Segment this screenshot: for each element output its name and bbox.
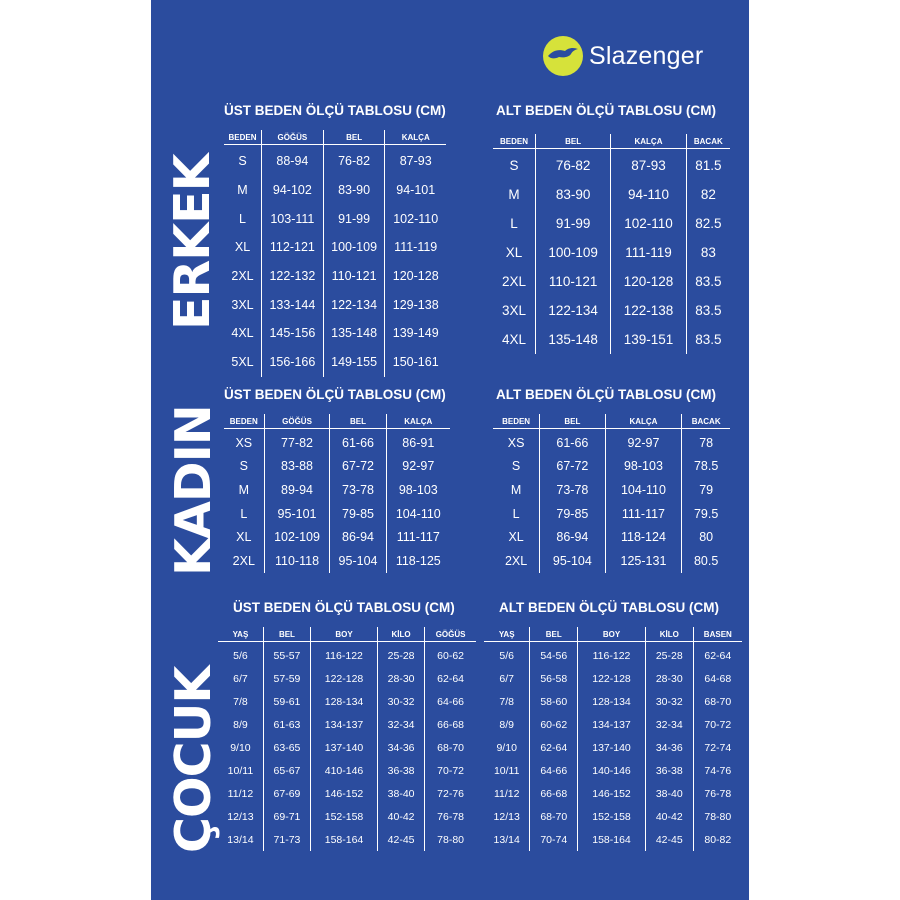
table-cell: 8/9: [233, 718, 248, 731]
table-cell: 91-99: [536, 209, 611, 238]
table-cell: 61-63: [263, 713, 310, 736]
table-cell: 110-121: [536, 267, 611, 296]
table-cell: 80.5: [682, 549, 730, 573]
table-cell: 92-97: [605, 429, 682, 455]
table-cell: 135-148: [536, 325, 611, 354]
table-cell: 112-121: [262, 233, 324, 262]
table-cell: M: [237, 183, 248, 198]
table-row: [493, 267, 730, 296]
table-cell: 2XL: [501, 274, 527, 289]
table-header-row: [493, 134, 730, 149]
table-cell: 79-85: [540, 502, 605, 526]
table-cell: 34-36: [378, 736, 425, 759]
table-header-row: [224, 414, 450, 429]
table-cell: L: [512, 506, 520, 521]
erkek-upper-table: [224, 130, 446, 377]
column-header: BACAK: [682, 414, 730, 429]
kadin-lower-table: [493, 414, 730, 573]
table-row: [484, 736, 742, 759]
column-header: BEL: [540, 414, 605, 429]
table-cell: 68-70: [530, 805, 578, 828]
table-cell: 70-72: [425, 759, 476, 782]
table-cell: 83.5: [686, 296, 730, 325]
table-row: [493, 502, 730, 526]
table-cell: 88-94: [262, 145, 324, 176]
column-header: BEDEN: [493, 414, 540, 429]
table-cell: 68-70: [693, 690, 742, 713]
table-cell: 34-36: [645, 736, 693, 759]
table-cell: 70-72: [693, 713, 742, 736]
table-cell: 86-94: [330, 525, 386, 549]
table-cell: 57-59: [263, 667, 310, 690]
table-cell: 98-103: [605, 455, 682, 479]
table-cell: 79.5: [682, 502, 730, 526]
table-cell: 66-68: [425, 713, 476, 736]
table-cell: M: [508, 187, 520, 202]
table-cell: 64-66: [530, 759, 578, 782]
table-cell: 111-117: [605, 502, 682, 526]
table-cell: XL: [505, 245, 523, 260]
table-cell: 67-72: [330, 455, 386, 479]
table-cell: 62-64: [693, 642, 742, 668]
column-header: KALÇA: [611, 134, 686, 149]
table-row: [218, 736, 476, 759]
table-cell: 152-158: [578, 805, 646, 828]
cocuk-lower-title: ALT BEDEN ÖLÇÜ TABLOSU (CM): [499, 600, 719, 615]
table-cell: 122-128: [311, 667, 378, 690]
table-cell: 80: [682, 525, 730, 549]
table-cell: 76-82: [323, 145, 385, 176]
table-cell: 135-148: [323, 319, 385, 348]
table-cell: 122-132: [262, 262, 324, 291]
table-cell: 149-155: [323, 348, 385, 377]
table-row: [224, 233, 446, 262]
table-cell: 74-76: [693, 759, 742, 782]
table-cell: 67-72: [540, 455, 605, 479]
table-row: [224, 455, 450, 479]
table-row: [218, 713, 476, 736]
column-header: KALÇA: [605, 414, 682, 429]
table-cell: 116-122: [578, 642, 646, 668]
column-header: KALÇA: [386, 414, 450, 429]
panther-ball-icon: [543, 36, 583, 76]
table-cell: 72-76: [425, 782, 476, 805]
table-row: [484, 690, 742, 713]
table-cell: 42-45: [378, 828, 425, 851]
table-cell: 58-60: [530, 690, 578, 713]
table-cell: 137-140: [578, 736, 646, 759]
table-row: [224, 549, 450, 573]
table-cell: XL: [236, 530, 252, 545]
table-cell: 125-131: [605, 549, 682, 573]
table-cell: 94-102: [262, 176, 324, 205]
table-cell: 79-85: [330, 502, 386, 526]
table-row: [484, 782, 742, 805]
table-cell: 2XL: [232, 553, 255, 568]
column-header: BEDEN: [224, 414, 264, 429]
cocuk-upper-table: [218, 627, 476, 851]
table-cell: 80-82: [693, 828, 742, 851]
table-cell: 83-88: [264, 455, 330, 479]
table-cell: 10/11: [493, 764, 520, 777]
table-cell: 91-99: [323, 204, 385, 233]
table-cell: 60-62: [425, 642, 476, 668]
table-cell: 25-28: [645, 642, 693, 668]
table-cell: 102-110: [611, 209, 686, 238]
table-cell: 122-134: [323, 290, 385, 319]
table-cell: 118-124: [605, 525, 682, 549]
table-cell: 13/14: [493, 833, 520, 846]
table-cell: 87-93: [385, 145, 446, 176]
table-header-row: [218, 627, 476, 642]
table-cell: 12/13: [493, 810, 520, 823]
table-row: [224, 478, 450, 502]
table-cell: 81.5: [686, 149, 730, 181]
table-cell: 92-97: [386, 455, 450, 479]
table-cell: 76-82: [536, 149, 611, 181]
cocuk-lower-table: [484, 627, 742, 851]
table-row: [484, 667, 742, 690]
table-row: [493, 296, 730, 325]
column-header: BACAK: [686, 134, 730, 149]
table-cell: 86-91: [386, 429, 450, 455]
table-cell: 82.5: [686, 209, 730, 238]
table-row: [224, 204, 446, 233]
table-cell: 78.5: [682, 455, 730, 479]
table-row: [493, 325, 730, 354]
column-header: BEDEN: [493, 134, 536, 149]
table-cell: 7/8: [233, 695, 248, 708]
table-cell: 150-161: [385, 348, 446, 377]
table-cell: 4XL: [501, 332, 527, 347]
table-cell: 139-151: [611, 325, 686, 354]
table-row: [484, 828, 742, 851]
table-cell: 73-78: [540, 478, 605, 502]
table-cell: 94-101: [385, 176, 446, 205]
table-cell: 79: [682, 478, 730, 502]
column-header: BEDEN: [224, 130, 262, 145]
table-row: [484, 642, 742, 668]
table-cell: XL: [234, 240, 251, 255]
table-cell: 89-94: [264, 478, 330, 502]
table-cell: 82: [686, 180, 730, 209]
column-header: KALÇA: [385, 130, 446, 145]
column-header: GÖĞÜS: [264, 414, 330, 429]
table-row: [493, 478, 730, 502]
erkek-lower-title: ALT BEDEN ÖLÇÜ TABLOSU (CM): [496, 103, 716, 118]
column-header: GÖĞÜS: [262, 130, 324, 145]
table-cell: 100-109: [536, 238, 611, 267]
table-cell: 66-68: [530, 782, 578, 805]
column-header: YAŞ: [484, 627, 530, 642]
erkek-upper-title: ÜST BEDEN ÖLÇÜ TABLOSU (CM): [224, 103, 446, 118]
table-cell: 11/12: [493, 787, 520, 800]
table-cell: S: [239, 459, 248, 474]
table-cell: 122-134: [536, 296, 611, 325]
table-cell: 11/12: [227, 787, 254, 800]
table-row: [218, 667, 476, 690]
column-header: BEL: [330, 414, 386, 429]
table-cell: 116-122: [311, 642, 378, 668]
table-cell: 68-70: [425, 736, 476, 759]
table-row: [218, 782, 476, 805]
table-cell: 40-42: [645, 805, 693, 828]
table-cell: 158-164: [578, 828, 646, 851]
section-label-kadin: KADIN: [165, 405, 222, 576]
table-cell: 111-117: [386, 525, 450, 549]
table-cell: 410-146: [311, 759, 378, 782]
table-cell: 73-78: [330, 478, 386, 502]
table-cell: 62-64: [530, 736, 578, 759]
table-row: [493, 149, 730, 181]
table-cell: 134-137: [311, 713, 378, 736]
table-cell: 128-134: [311, 690, 378, 713]
column-header: BASEN: [693, 627, 742, 642]
table-cell: 95-104: [540, 549, 605, 573]
table-cell: 71-73: [263, 828, 310, 851]
table-row: [224, 525, 450, 549]
table-row: [493, 238, 730, 267]
table-cell: 5/6: [233, 649, 248, 662]
table-cell: 100-109: [323, 233, 385, 262]
table-row: [493, 209, 730, 238]
table-cell: 156-166: [262, 348, 324, 377]
table-cell: 83.5: [686, 325, 730, 354]
table-cell: 59-61: [263, 690, 310, 713]
table-row: [493, 429, 730, 455]
table-cell: 83-90: [323, 176, 385, 205]
table-cell: 128-134: [578, 690, 646, 713]
table-cell: 110-118: [264, 549, 330, 573]
column-header: YAŞ: [218, 627, 263, 642]
table-header-row: [224, 130, 446, 145]
table-cell: 4XL: [231, 326, 254, 341]
table-cell: 122-138: [611, 296, 686, 325]
table-cell: 77-82: [264, 429, 330, 455]
table-cell: 25-28: [378, 642, 425, 668]
table-row: [484, 713, 742, 736]
column-header: BEL: [536, 134, 611, 149]
table-cell: 13/14: [227, 833, 254, 846]
column-header: BEL: [263, 627, 310, 642]
table-cell: S: [238, 154, 247, 169]
table-cell: 78-80: [425, 828, 476, 851]
table-cell: 3XL: [501, 303, 527, 318]
table-cell: 40-42: [378, 805, 425, 828]
table-cell: 2XL: [231, 269, 254, 284]
table-cell: 83.5: [686, 267, 730, 296]
column-header: BEL: [530, 627, 578, 642]
table-cell: 145-156: [262, 319, 324, 348]
table-cell: 30-32: [378, 690, 425, 713]
table-cell: 64-68: [693, 667, 742, 690]
table-cell: 72-74: [693, 736, 742, 759]
table-cell: 140-146: [578, 759, 646, 782]
table-cell: 146-152: [311, 782, 378, 805]
table-cell: 122-128: [578, 667, 646, 690]
table-cell: 146-152: [578, 782, 646, 805]
table-cell: 152-158: [311, 805, 378, 828]
table-cell: 5/6: [499, 649, 514, 662]
table-cell: 56-58: [530, 667, 578, 690]
table-cell: 95-104: [330, 549, 386, 573]
erkek-lower-table: [493, 134, 730, 354]
table-cell: 83: [686, 238, 730, 267]
table-row: [218, 642, 476, 668]
table-cell: 10/11: [227, 764, 254, 777]
kadin-lower-title: ALT BEDEN ÖLÇÜ TABLOSU (CM): [496, 387, 716, 402]
table-row: [224, 319, 446, 348]
table-cell: 30-32: [645, 690, 693, 713]
table-cell: 110-121: [323, 262, 385, 291]
table-header-row: [493, 414, 730, 429]
table-row: [493, 549, 730, 573]
table-cell: 158-164: [311, 828, 378, 851]
table-cell: 78: [682, 429, 730, 455]
kadin-upper-table: [224, 414, 450, 573]
table-row: [224, 348, 446, 377]
table-cell: 120-128: [611, 267, 686, 296]
table-cell: 98-103: [386, 478, 450, 502]
table-cell: 76-78: [425, 805, 476, 828]
section-label-erkek: ERKEK: [164, 154, 221, 330]
table-row: [218, 759, 476, 782]
table-cell: 103-111: [262, 204, 324, 233]
table-row: [484, 759, 742, 782]
table-cell: 129-138: [385, 290, 446, 319]
column-header: BOY: [311, 627, 378, 642]
table-row: [224, 429, 450, 455]
table-cell: 8/9: [499, 718, 514, 731]
table-cell: 67-69: [263, 782, 310, 805]
table-cell: 28-30: [645, 667, 693, 690]
table-cell: M: [238, 482, 249, 497]
table-cell: 6/7: [499, 672, 514, 685]
column-header: KİLO: [645, 627, 693, 642]
kadin-upper-title: ÜST BEDEN ÖLÇÜ TABLOSU (CM): [224, 387, 446, 402]
column-header: GÖĞÜS: [425, 627, 476, 642]
table-cell: 9/10: [230, 741, 251, 754]
table-cell: XL: [508, 530, 524, 545]
table-cell: 83-90: [536, 180, 611, 209]
table-cell: 2XL: [504, 553, 528, 568]
table-cell: 38-40: [378, 782, 425, 805]
table-cell: 87-93: [611, 149, 686, 181]
table-cell: 55-57: [263, 642, 310, 668]
table-cell: 32-34: [645, 713, 693, 736]
table-cell: 3XL: [231, 297, 254, 312]
table-cell: 78-80: [693, 805, 742, 828]
table-cell: 104-110: [605, 478, 682, 502]
table-cell: L: [510, 216, 518, 231]
table-row: [493, 455, 730, 479]
table-cell: 76-78: [693, 782, 742, 805]
table-row: [218, 805, 476, 828]
table-cell: 36-38: [645, 759, 693, 782]
table-row: [484, 805, 742, 828]
table-cell: 111-119: [385, 233, 446, 262]
cocuk-upper-title: ÜST BEDEN ÖLÇÜ TABLOSU (CM): [233, 600, 455, 615]
table-cell: 102-110: [385, 204, 446, 233]
brand-name: Slazenger: [589, 41, 704, 70]
table-row: [493, 180, 730, 209]
table-cell: 69-71: [263, 805, 310, 828]
table-cell: 61-66: [330, 429, 386, 455]
table-cell: 104-110: [386, 502, 450, 526]
table-cell: 60-62: [530, 713, 578, 736]
table-cell: 54-56: [530, 642, 578, 668]
table-cell: 5XL: [231, 355, 254, 370]
table-cell: 139-149: [385, 319, 446, 348]
column-header: BOY: [578, 627, 646, 642]
table-cell: 137-140: [311, 736, 378, 759]
table-cell: 12/13: [227, 810, 254, 823]
table-row: [493, 525, 730, 549]
table-cell: S: [511, 459, 521, 474]
table-row: [224, 176, 446, 205]
table-header-row: [484, 627, 742, 642]
table-row: [218, 690, 476, 713]
table-cell: 36-38: [378, 759, 425, 782]
table-cell: 64-66: [425, 690, 476, 713]
table-cell: 120-128: [385, 262, 446, 291]
table-row: [218, 828, 476, 851]
table-cell: 70-74: [530, 828, 578, 851]
table-cell: S: [509, 158, 519, 173]
table-cell: 32-34: [378, 713, 425, 736]
table-cell: 9/10: [496, 741, 517, 754]
table-cell: 94-110: [611, 180, 686, 209]
table-row: [224, 502, 450, 526]
table-cell: XS: [507, 435, 525, 450]
table-cell: 118-125: [386, 549, 450, 573]
section-label-cocuk: ÇOCUK: [165, 666, 222, 853]
table-cell: M: [510, 482, 522, 497]
table-cell: 63-65: [263, 736, 310, 759]
table-cell: L: [240, 506, 248, 521]
brand-logo: [543, 36, 703, 76]
table-cell: 65-67: [263, 759, 310, 782]
table-cell: XS: [235, 435, 253, 450]
table-cell: 7/8: [499, 695, 514, 708]
table-row: [224, 290, 446, 319]
table-cell: L: [239, 211, 246, 226]
table-cell: 133-144: [262, 290, 324, 319]
table-cell: 28-30: [378, 667, 425, 690]
column-header: BEL: [323, 130, 385, 145]
table-row: [224, 145, 446, 176]
table-cell: 95-101: [264, 502, 330, 526]
table-cell: 102-109: [264, 525, 330, 549]
table-cell: 134-137: [578, 713, 646, 736]
table-cell: 38-40: [645, 782, 693, 805]
table-row: [224, 262, 446, 291]
column-header: KİLO: [378, 627, 425, 642]
table-cell: 62-64: [425, 667, 476, 690]
table-cell: 61-66: [540, 429, 605, 455]
table-cell: 42-45: [645, 828, 693, 851]
table-cell: 111-119: [611, 238, 686, 267]
table-cell: 86-94: [540, 525, 605, 549]
table-cell: 6/7: [233, 672, 248, 685]
